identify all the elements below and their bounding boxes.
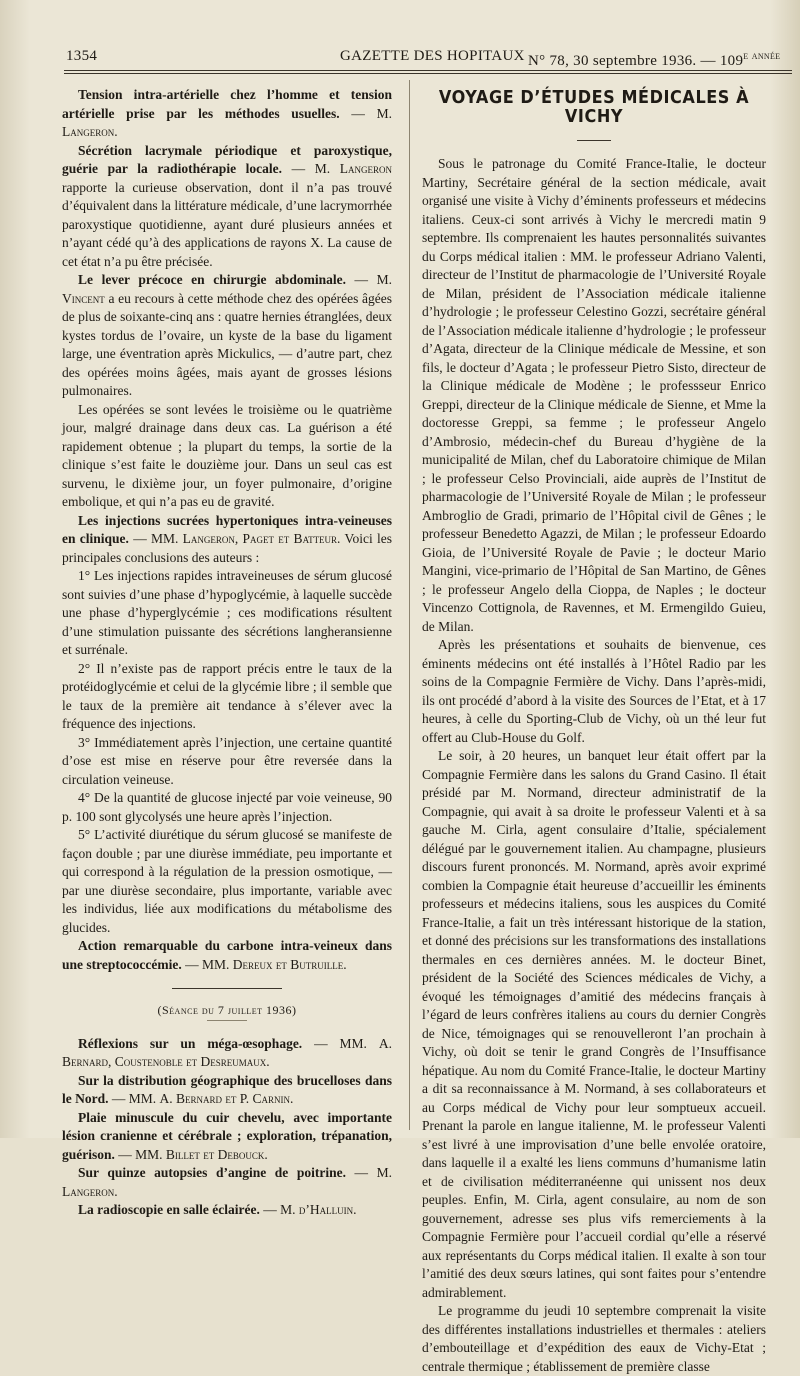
entry-author-prefix: — M. — [345, 272, 392, 287]
seance-rule — [207, 1020, 247, 1021]
conclusion-item: 4° De la quantité de glucose injecté par voie veineuse, 90 p. 100 sont glycolysés une heure après l’injection. — [62, 790, 392, 824]
header-rule-double — [64, 73, 792, 74]
running-header — [66, 44, 792, 70]
seance-entry — [62, 1201, 392, 1220]
column-divider — [409, 80, 410, 1130]
entry-title: Réflexions sur un méga-œsophage. — [78, 1035, 303, 1051]
entry-injections — [62, 512, 392, 568]
entry-author: Billet et Debouck. — [165, 1146, 268, 1162]
entry-title: Tension intra-artérielle chez l’homme et tension artérielle prise par les méthodes usuelles. — [62, 87, 392, 121]
entry-author: Langeron, Paget et Batteur. — [182, 531, 341, 546]
seance-heading — [62, 1001, 392, 1020]
issue-date: N° 78, 30 septembre 1936. — 109 — [528, 53, 744, 69]
entry-lever-precoce — [62, 271, 392, 401]
left-column — [62, 86, 392, 1220]
entry-title: Le lever précoce en chirurgie abdominale. — [78, 272, 346, 287]
entry-tension — [62, 86, 392, 142]
entry-author: d’Halluin. — [298, 1202, 357, 1217]
conclusion-item: 2° Il n’existe pas de rapport précis entre le taux de la protéidoglycémie et celui de la glycémie libre ; il semble que le taux de la première ait tendance à s’élever avec la fréquence des injections. — [62, 660, 392, 731]
article-paragraph: Sous le patronage du Comité France-Italie, le docteur Martiny, Secrétaire général de la section médicale, avait organisé une visite à Vichy d’éminents professeurs et médecins italiens. Ceux-ci sont arrivés à Vichy le mercredi matin 9 septembre. Ils comprenaient les hautes personnalités suivantes du Corps médical italien : MM. le professeur Adriano Valenti, directeur de l’Institut de pharmacologie de l’Université Royale de Milan, président de l’Association médicale italienne d’hydrologie ; le professeur Celestino Gozzi, secrétaire général de l’Association médicale italienne d’hydrologie ; le professeur d’Agata, directeur de la Clinique médicale de Messine, et son fils, le docteur d’Agata ; le professeur Pietro Sisto, directeur de la Clinique médicale de Modène ; le professseur Enrico Greppi, directeur de la Clinique médicale de Sienne, et Mme la doctoresse Greppi, sa femme ; le professeur Angelo d’Ambrosio, médecin-chef du Bureau d’hygiène de la municipalité de Milan, chef du Laboratoire chimique de Milan ; le professeur Celso Provinciali, aide auprès de l’Institut de pharmacologie de l’Université Royale de Milan ; le professeur Ambroglio de Gradi, primario de l’Hôpital civil de Gênes ; le professeur Benedetto Agazzi, de Milan ; le professeur Edoardo Gioia, de l’Université Royale de Pavie ; le docteur Mario Mangini, vice-primario de l’Hôpital de San Martino, de Gênes ; le professeur Angelo della Cioppa, de Naples ; le docteur Vincenzo Cottignola, de Ravennes, et M. Ermengildo Guieu, de Milan. — [422, 156, 766, 634]
seance-entry — [62, 1164, 392, 1201]
journal-title: GAZETTE DES HOPITAUX — [340, 48, 525, 64]
entry-body-continued: Les opérées se sont levées le troisième ou le quatrième jour, malgré drainage dans deux cas. La guérison a été rapidement obtenue ; la plupart du temps, la sortie de la clinique s’est faite le douzième jour. Dans un seul cas est survenu, le dixième jour, un foyer pulmonaire, d’origine embolique, et qui n’a pas eu de gravité. — [62, 401, 392, 509]
article-paragraph: Après les présentations et souhaits de bienvenue, ces éminents médecins ont été installés à l’Hôtel Radio par les soins de la Compagnie Fermière de Vichy. Dans l’après-midi, ils ont procédé d’abord à la visite des Sources de l’Etat, et à 17 heures, à celle du Sporting-Club de Vichy, où un thé leur fut offert au Club-House du Golf. — [422, 637, 766, 745]
entry-author-prefix: — MM. — [302, 1035, 379, 1051]
entry-body: a eu recours à cette méthode chez des opérées âgées de plus de soixante-cinq ans : quatre hernies étranglées, deux kystes tordus de l’ovaire, un kyste de la base du ligament large, une éventration après Mickulics, — d’autre part, chez des opérées moins âgées, mais ayant de grosses lésions pulmonaires. — [62, 290, 392, 398]
entry-author: A. Bernard, Coustenoble et Desreumaux. — [62, 1035, 392, 1069]
article-paragraph: Le soir, à 20 heures, un banquet leur était offert par la Compagnie Fermière dans les salons du Grand Casino. Il était présidé par M. Normand, directeur administratif de la Compagnie, qui avait à sa droite le professeur Valenti et à sa gauche M. Cirla, agent consulaire d’Italie, spécialement délégué par le gouvernement italien. Au champagne, plusieurs discours furent prononcés. M. Normand, après avoir exprimé combien la Compagnie était heureuse d’accueillir les éminents professeurs et médecins italiens, sous les auspices du Comité France-Italie, a fait un très intéressant historique de la station, et donné des précisions sur les transformations des installations thermales en ces dernières années. M. le docteur Binet, président de la Société des Sciences médicales de Vichy, a évoqué les témoignages d’amitié des médecins français à l’égard de leurs confrères italiens au cours du dernier Congrès de Nice, témoignages qui se renouvelleront l’an prochain à Vichy, où doit se tenir le grand Congrès de l’Insuffisance hépatique. Au nom du Comité France-Italie, le docteur Martiny a dit sa reconnaissance à M. Normand, à ses collaborateurs et au Corps médical de Vichy pour leur somptueux accueil. Prenant la parole en langue italienne, M. le professeur Valenti s’est livré à une improvisation d’une belle envolée oratoire, dans laquelle il a exalté les liens communs d’humanisme latin et de civilisation méditerranéenne qui unissent nos deux peuples. Enfin, M. Cirla, agent consulaire, au nom de son gouvernement, adresse ses plus vifs remerciements à la Compagnie Fermière pour l’accueil cordial qu’elle a réservé aux représentants du Corps médical italien. Il exalte à son tour l’amitié des deux sœurs latines, qui sont faites pour s’entendre admirablement. — [422, 748, 766, 1300]
entry-title: Sur la distribution géographique des brucelloses dans le Nord. — [62, 1072, 392, 1106]
page-number: 1354 — [66, 48, 98, 64]
entry-author-prefix: — MM. — [128, 531, 183, 546]
entry-title: Plaie minuscule du cuir chevelu, avec importante lésion cranienne et cérébrale ; exploration, trépanation, guérison. — [62, 1109, 392, 1162]
section-rule — [172, 988, 282, 989]
entry-author-prefix: — M. — [345, 1165, 392, 1180]
seance-entry — [62, 1109, 392, 1165]
entry-title: Sur quinze autopsies d’angine de poitrine. — [78, 1165, 346, 1180]
entry-title: La radioscopie en salle éclairée. — [78, 1202, 260, 1217]
entry-author-prefix: — MM. — [108, 1091, 160, 1106]
issue-year-suffix: e année — [743, 48, 781, 62]
header-rule — [64, 70, 792, 71]
entry-author-prefix: — MM. — [181, 956, 233, 972]
article-title: VOYAGE D’ÉTUDES MÉDICALES À VICHY — [438, 88, 750, 127]
article-paragraph: Le programme du jeudi 10 septembre comprenait la visite des différentes installations industrielles et thermales : ateliers d’embouteillage et d’expédition des eaux de Vichy-Etat ; centrale thermique ; établissement de première classe — [422, 1303, 766, 1374]
entry-body: rapporte la curieuse observation, dont il n’a pas trouvé d’équivalent dans la littérature médicale, d’une lacrymorrhée paroxystique quotidienne, ayant duré plusieurs années et n’ayant cédé qu’à des applications de rayons X. La cause de cet état n’a pu être précisée. — [62, 179, 392, 269]
seance-date: (Séance du 7 juillet 1936) — [157, 1003, 297, 1017]
entry-author: A. Bernard et P. Carnin. — [159, 1091, 294, 1106]
entry-author: Vincent — [62, 290, 105, 306]
entry-author: Langeron. — [62, 1183, 118, 1199]
entry-author: Dereux et Butruille. — [232, 956, 347, 972]
conclusion-item: 1° Les injections rapides intraveineuses de sérum glucosé sont suivies d’une phase d’hypoglycémie, à laquelle succède une phase d’hyperglycémie ; ces modifications résultent d’une stimulation puissante des sécrétions langheransienne et surrénale. — [62, 568, 392, 657]
entry-author: Langeron. — [62, 124, 118, 139]
title-rule — [577, 140, 611, 141]
issue-info — [528, 48, 780, 70]
entry-title: Les injections sucrées hypertoniques intra-veineuses en clinique. — [62, 512, 392, 546]
entry-author-prefix: — M. — [259, 1202, 299, 1217]
entry-author-prefix: — MM. — [114, 1146, 166, 1162]
entry-carbone — [62, 937, 392, 974]
entry-title: Sécrétion lacrymale périodique et paroxystique, guérie par la radiothérapie locale. — [62, 142, 392, 176]
entry-title: Action remarquable du carbone intra-veineux dans une streptococcémie. — [62, 938, 392, 972]
entry-author: Langeron — [339, 161, 392, 176]
conclusion-item: 5° L’activité diurétique du sérum glucosé se manifeste de façon double ; par une diurèse immédiate, peu importante et qui correspond à la régulation de la pression osmotique, — par une diurèse secondaire, plus importante, variable avec les individus, liée aux modifications du métabolisme des glucides. — [62, 827, 392, 935]
right-column — [422, 86, 766, 1376]
seance-entry — [62, 1035, 392, 1072]
entry-body: Voici les principales conclusions des auteurs : — [62, 531, 392, 565]
entry-author-prefix: — M. — [339, 105, 392, 121]
entry-author-prefix: — M. — [282, 161, 340, 176]
conclusion-item: 3° Immédiatement après l’injection, une certaine quantité d’ose est mise en réserve pour être reversée dans la circulation veineuse. — [62, 734, 392, 787]
seance-entry — [62, 1072, 392, 1109]
entry-lacrymale — [62, 142, 392, 272]
